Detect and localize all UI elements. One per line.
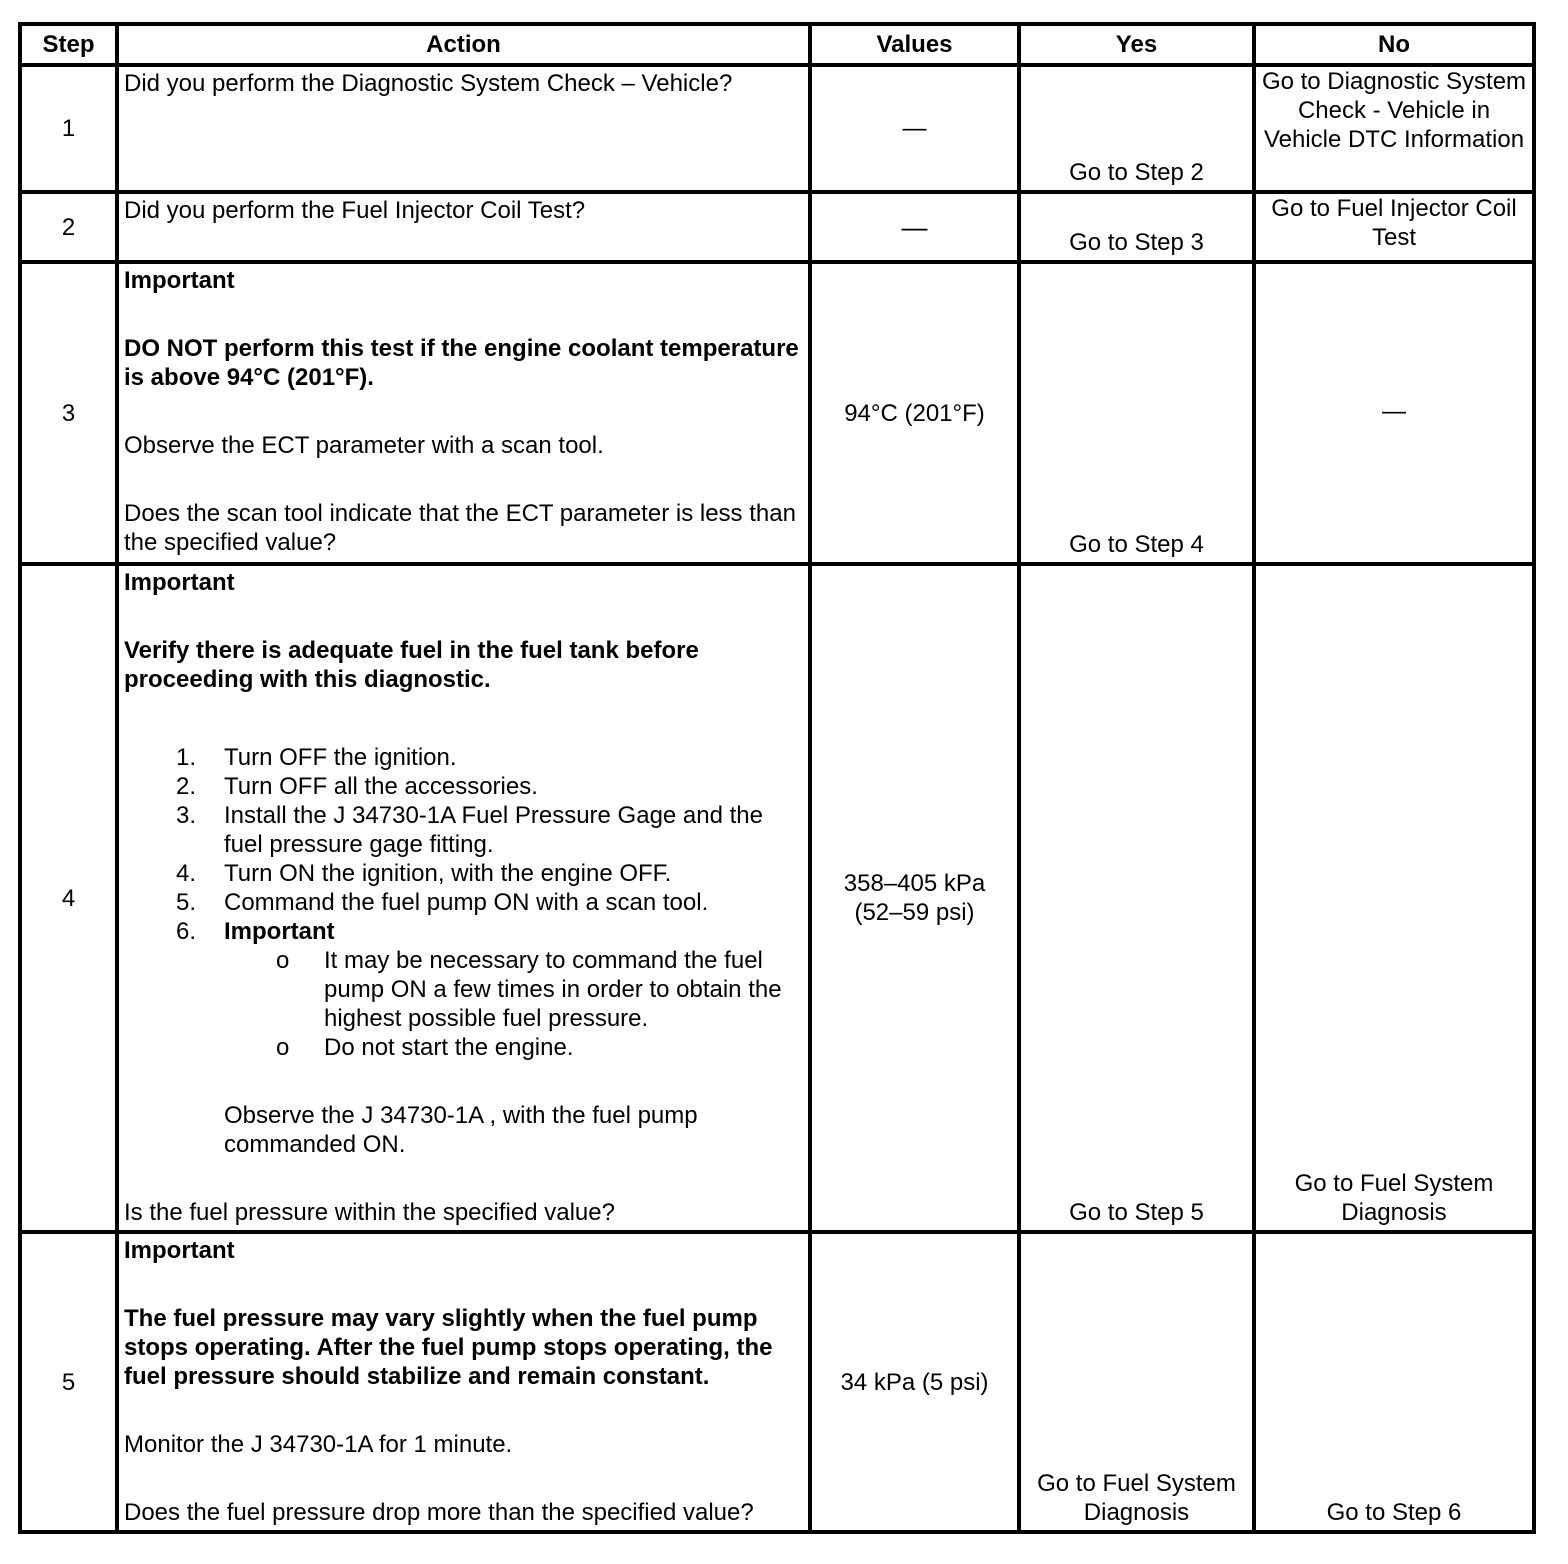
value-cell: 94°C (201°F) [810,262,1019,564]
important-label: Important [124,267,235,294]
table-row [20,192,1534,262]
step-number: 5 [20,1232,117,1532]
list-item: o It may be necessary to command the fuel pump ON a few times in order to obtain the highest possible fuel pressure. [276,947,782,1032]
list-item: o Do not start the engine. [276,1034,574,1061]
value-cell [810,564,1019,1232]
important-label: Important [124,1237,235,1264]
yes-cell: Go to Step 5 [1019,564,1254,1232]
list-item: 6. Important [175,918,335,945]
header-step: Step [20,24,117,65]
value-cell: 34 kPa (5 psi) [810,1232,1019,1532]
action-cell [117,262,810,564]
action-cell [117,564,810,1232]
action-cell [117,192,810,262]
yes-cell: Go to Step 4 [1019,262,1254,564]
list-item: 1. Turn OFF the ignition. [175,744,457,771]
important-bullets [124,946,800,1062]
header-no: No [1254,24,1534,65]
no-cell: Go to Step 6 [1254,1232,1534,1532]
list-item: 4. Turn ON the ignition, with the engine OFF. [175,860,672,887]
action-cell [117,65,810,192]
header-row [20,24,1534,65]
table-row [20,564,1534,1232]
action-question: Does the fuel pressure drop more than the specified value? [124,1499,754,1526]
important-label: Important [124,569,235,596]
procedure-list [124,743,800,946]
value-text: 358–405 kPa (52–59 psi) [843,870,986,926]
value-cell: — [810,192,1019,262]
yes-cell [1019,1232,1254,1532]
action-question: Does the scan tool indicate that the ECT parameter is less than the specified value? [124,500,796,556]
table-row [20,65,1534,192]
table-row [20,1232,1534,1532]
step-number: 3 [20,262,117,564]
list-item: 2. Turn OFF all the accessories. [175,773,538,800]
diagnostic-table [18,22,1536,1534]
important-text: DO NOT perform this test if the engine coolant temperature is above 94°C (201°F). [124,335,799,391]
no-cell: Go to Fuel System Diagnosis [1254,564,1534,1232]
list-item: 3. Install the J 34730-1A Fuel Pressure Gage and the fuel pressure gage fitting. [175,802,764,858]
observe-instruction: Observe the J 34730-1A , with the fuel pump commanded ON. [224,1102,698,1158]
header-values: Values [810,24,1019,65]
yes-cell: Go to Step 3 [1019,192,1254,262]
step-number: 2 [20,192,117,262]
step-number: 1 [20,65,117,192]
important-text: Verify there is adequate fuel in the fuel tank before proceeding with this diagnostic. [124,637,699,693]
table-row [20,262,1534,564]
action-instruction: Observe the ECT parameter with a scan tool. [124,432,604,459]
important-text: The fuel pressure may vary slightly when the fuel pump stops operating. After the fuel pump stops operating, the fuel pressure should stabilize and remain constant. [124,1305,773,1390]
action-question: Is the fuel pressure within the specified value? [124,1199,615,1226]
action-question: Did you perform the Diagnostic System Check – Vehicle? [124,70,733,97]
yes-text: Go to Fuel System Diagnosis [1037,1470,1236,1526]
action-instruction: Monitor the J 34730-1A for 1 minute. [124,1431,513,1458]
no-cell: — [1254,262,1534,564]
list-item: 5. Command the fuel pump ON with a scan tool. [175,889,709,916]
action-question: Did you perform the Fuel Injector Coil Test? [124,197,586,224]
header-action: Action [117,24,810,65]
no-cell: Go to Diagnostic System Check - Vehicle in Vehicle DTC Information [1254,65,1534,192]
action-cell [117,1232,810,1532]
value-cell: — [810,65,1019,192]
yes-cell: Go to Step 2 [1019,65,1254,192]
header-yes: Yes [1019,24,1254,65]
step-number: 4 [20,564,117,1232]
no-cell: Go to Fuel Injector Coil Test [1254,192,1534,262]
